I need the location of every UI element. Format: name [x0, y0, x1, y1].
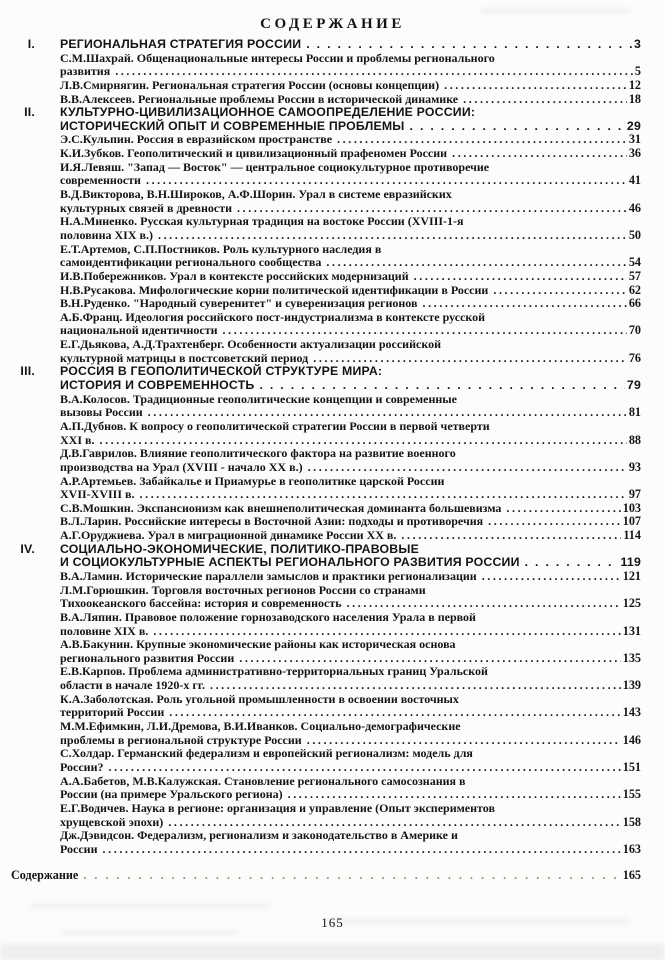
toc-line [0, 775, 641, 789]
dot-leader [452, 147, 627, 161]
toc-line-text: ИСТОРИЯ И СОВРЕМЕННОСТЬ [60, 378, 255, 393]
dot-leader [326, 256, 626, 270]
toc-line [0, 106, 641, 120]
toc-page-number: 143 [622, 705, 641, 720]
toc-line-text: России (на примере Уральского региона) [60, 787, 283, 802]
toc-line-text: современности [60, 173, 141, 188]
dot-leader [168, 816, 620, 830]
dot-leader [308, 461, 627, 475]
toc-line-text: проблемы в региональной структуре России [60, 732, 302, 747]
toc-page-number: 151 [622, 759, 641, 774]
toc-page-number: 81 [628, 405, 641, 420]
toc-line-text: XXI в. [60, 432, 95, 447]
toc-line [0, 133, 641, 147]
toc-page-number: 97 [628, 487, 641, 502]
toc-line-text: РОССИЯ В ГЕОПОЛИТИЧЕСКОЙ СТРУКТУРЕ МИРА: [60, 364, 383, 379]
toc-line-text: хрущевской эпохи) [60, 814, 164, 829]
toc-page-number: 70 [628, 323, 641, 338]
toc-line [0, 311, 641, 325]
toc-line-text: СОЦИАЛЬНО-ЭКОНОМИЧЕСКИЕ, ПОЛИТИКО-ПРАВОВЫЕ [60, 541, 420, 556]
toc-page-number: 36 [628, 146, 641, 161]
toc-line-text: Л.В.Смирнягин. Региональная стратегия России (основы концепции) [60, 77, 440, 92]
toc-line [0, 843, 641, 857]
toc-page-number: 29 [626, 118, 641, 133]
dot-leader [493, 284, 626, 298]
toc-line [0, 652, 641, 666]
toc-line-text: И СОЦИОКУЛЬТУРНЫЕ АСПЕКТЫ РЕГИОНАЛЬНОГО РАЗВИТИЯ РОССИИ [60, 555, 520, 570]
toc-line [0, 611, 641, 625]
toc-line-text: РЕГИОНАЛЬНАЯ СТРАТЕГИЯ РОССИИ [60, 37, 302, 51]
toc-line-text: К.А.Заболотская. Роль угольной промышленности в освоении восточных [60, 691, 459, 706]
toc-line-text: В.А.Ляпин. Правовое положение горнозаводского населения Урала в первой [60, 609, 476, 624]
toc-page-number: 12 [628, 77, 641, 92]
toc-page-number: 119 [620, 555, 641, 570]
scan-artifact [480, 8, 630, 14]
toc-page-number: 66 [628, 296, 641, 311]
toc-page-number: 3 [633, 37, 641, 51]
page-number-footer: 165 [321, 915, 344, 930]
toc-line-text: А.В.Бакунин. Крупные экономические районы как историческая основа [60, 637, 456, 652]
toc-line-text: области в начале 1920-х гг. [60, 678, 205, 693]
toc-line [0, 52, 641, 66]
toc-page-number: 158 [622, 814, 641, 829]
toc-line-text: ИСТОРИЧЕСКИЙ ОПЫТ И СОВРЕМЕННЫЕ ПРОБЛЕМЫ [60, 118, 405, 133]
toc-line-text: Н.А.Миненко. Русская культурная традиция на востоке России (XVIII-1-я [60, 214, 464, 229]
dot-leader [463, 93, 627, 107]
toc-page-number: 79 [626, 378, 641, 393]
toc-page-number: 135 [622, 650, 641, 665]
toc-line [0, 188, 641, 202]
toc-line-text: И.В.Побережников. Урал в контексте российских модернизаций [60, 268, 409, 283]
toc-line [0, 161, 641, 175]
toc-title: СОДЕРЖАНИЕ [260, 16, 405, 32]
dot-leader [210, 679, 621, 693]
toc-line [0, 529, 641, 543]
toc-line [0, 665, 641, 679]
toc-line [0, 638, 641, 652]
toc-line [0, 174, 641, 188]
toc-line-text: И.Я.Левяш. "Запад — Восток" — центральное социокультурное противоречие [60, 159, 490, 174]
toc-section-numeral: III. [20, 364, 35, 379]
toc-line-text: Е.В.Карпов. Проблема административно-территориальных границ Уральской [60, 664, 488, 679]
toc-line-text: В.Л.Ларин. Российские интересы в Восточной Азии: подходы и противоречия [60, 514, 484, 529]
toc-line [0, 256, 641, 270]
dot-leader [158, 229, 627, 243]
toc-line [0, 788, 641, 802]
toc-line [0, 816, 641, 830]
toc-line [0, 202, 641, 216]
toc-line [0, 379, 641, 393]
toc-page-number: 131 [622, 623, 641, 638]
toc-line [0, 475, 641, 489]
toc-line-text: В.А.Колосов. Традиционные геополитические концепции и современные [60, 391, 457, 406]
toc-line [0, 393, 641, 407]
toc-page-number: 88 [628, 432, 641, 447]
dot-leader [259, 379, 624, 393]
dot-leader [239, 652, 620, 666]
dot-leader [444, 79, 627, 93]
toc-line [0, 543, 641, 557]
toc-line-text: В.В.Алексеев. Региональные проблемы России в исторической динамике [60, 91, 459, 106]
toc-line-text: А.Г.Оруджиева. Урал в миграционной динамике России XX в. [60, 528, 397, 543]
toc-line-text: регионального развития России [60, 650, 235, 665]
dot-leader [115, 65, 633, 79]
scan-artifact [30, 903, 270, 909]
toc-page-number: 41 [628, 173, 641, 188]
dot-leader [347, 597, 621, 611]
toc-page-number: 62 [628, 282, 641, 297]
toc-line-text: Д.В.Гаврилов. Влияние геополитического фактора на развитие военного [60, 446, 456, 461]
toc-line [0, 365, 641, 379]
dot-leader [422, 297, 626, 311]
toc-section-numeral: IV. [20, 541, 35, 556]
toc-line-text: КУЛЬТУРНО-ЦИВИЛИЗАЦИОННОЕ САМООПРЕДЕЛЕНИЕ РОССИИ: [60, 105, 476, 120]
toc-line [0, 284, 641, 298]
toc-line [0, 434, 641, 448]
toc-line-text: А.Б.Франц. Идеология российского пост-индустриализма в контексте русской [60, 309, 486, 324]
dot-leader [109, 761, 621, 775]
dot-leader [148, 406, 627, 420]
toc-section-numeral: II. [24, 105, 35, 120]
dot-leader [140, 488, 627, 502]
toc-line-text: развития [60, 64, 111, 79]
dot-leader [83, 869, 620, 883]
toc-line [0, 420, 641, 434]
toc-line [0, 597, 641, 611]
toc-page-number: 46 [628, 200, 641, 215]
toc-line [0, 324, 641, 338]
toc-line [0, 79, 641, 93]
toc-line [0, 693, 641, 707]
toc-page-number: 139 [622, 678, 641, 693]
toc-line [0, 829, 641, 843]
toc-page-number: 5 [634, 64, 641, 79]
toc-line [0, 706, 641, 720]
toc-page-number: 146 [622, 732, 641, 747]
dot-leader [525, 556, 619, 570]
toc-page-number: 18 [628, 91, 641, 106]
toc-line-text: В.Д.Викторова, В.Н.Широков, А.Ф.Шорин. Урал в системе евразийских [60, 187, 452, 202]
dot-leader [99, 434, 626, 448]
toc-line [0, 869, 641, 883]
toc-line [0, 747, 641, 761]
toc-page-number: 121 [622, 568, 641, 583]
toc-line-text: С.М.Шахрай. Общенациональные интересы России и проблемы регионального [60, 50, 495, 65]
toc-page-number: 50 [628, 227, 641, 242]
toc-line-text: К.И.Зубков. Геополитический и цивилизационный прафеномен России [60, 146, 448, 161]
toc-line-text: национальной идентичности [60, 323, 218, 338]
toc-line [0, 297, 641, 311]
dot-leader [414, 270, 627, 284]
toc-section-numeral: I. [27, 37, 35, 51]
toc-line [0, 556, 641, 570]
dot-leader [288, 788, 621, 802]
toc-line-text: Содержание [11, 868, 79, 883]
toc-line-text: культурных связей в древности [60, 200, 233, 215]
dot-leader [153, 625, 620, 639]
toc-page-number: 155 [622, 787, 641, 802]
toc-page-number: 57 [628, 268, 641, 283]
toc-line [0, 802, 641, 816]
toc-line-text: России [60, 841, 98, 856]
toc-line-text: Дж.Дэвидсон. Федерализм, регионализм и законодательство в Америке и [60, 828, 458, 843]
dot-leader [482, 570, 621, 584]
toc-line-text: производства на Урал (XVIII - начало XX в.) [60, 459, 303, 474]
toc-line [0, 584, 641, 598]
toc-line-text: М.М.Ефимкин, Л.И.Дремова, В.И.Иванков. Социально-демографические [60, 719, 461, 734]
toc-line [0, 93, 641, 107]
toc-line [0, 488, 641, 502]
toc-page-number: 107 [622, 514, 641, 529]
toc-line-text: Тихоокеанского бассейна: история и современность [60, 596, 342, 611]
toc-line-text: Е.Г.Водичев. Наука в регионе: организация и управление (Опыт экспериментов [60, 800, 495, 815]
dot-leader [237, 202, 627, 216]
toc-line-text: территорий России [60, 705, 165, 720]
toc-line [0, 502, 641, 516]
dot-leader [488, 515, 621, 529]
toc-line-text: В.А.Ламин. Исторические параллели замыслов и практики регионализации [60, 568, 477, 583]
toc-line-text: половине XIX в. [60, 623, 149, 638]
toc-line-text: А.А.Бабетов, М.В.Калужская. Становление регионального самосознания в [60, 773, 466, 788]
toc-line-text: Е.Т.Артемов, С.П.Постников. Роль культурного наследия в [60, 241, 382, 256]
toc-line-text: вызовы России [60, 405, 143, 420]
toc-line [0, 65, 641, 79]
toc-line-text: самоидентификации регионального сообщества [60, 255, 322, 270]
toc-line [0, 570, 641, 584]
dot-leader [307, 734, 621, 748]
toc-page-number: 31 [628, 132, 641, 147]
toc-line-text: Е.Г.Дьякова, А.Д.Трахтенберг. Особенности актуализации российской [60, 337, 441, 352]
toc-line-text: Э.С.Кульпин. Россия в евразийском пространстве [60, 132, 333, 147]
dot-leader [146, 174, 627, 188]
toc-line-text: культурной матрицы в постсоветский период [60, 350, 309, 365]
toc-line-text: Л.М.Горюшкин. Торговля восточных регионов России со странами [60, 582, 426, 597]
toc-line [0, 447, 641, 461]
toc-line-text: С.В.Мошкин. Экспансионизм как внешнеполитическая доминанта большевизма [60, 500, 502, 515]
dot-leader [169, 706, 620, 720]
dot-leader [306, 38, 632, 52]
toc-page-number: 103 [622, 500, 641, 515]
toc-line [0, 679, 641, 693]
toc-page-number: 54 [628, 255, 641, 270]
toc-line [0, 515, 641, 529]
toc-line [0, 461, 641, 475]
toc-line-text: XVII-XVIII в. [60, 487, 135, 502]
toc-page-number: 125 [622, 596, 641, 611]
dot-leader [401, 529, 621, 543]
toc-line-text: А.П.Дубнов. К вопросу о геополитической стратегии России в первой четверти [60, 418, 490, 433]
toc-line [0, 243, 641, 257]
toc-line [0, 147, 641, 161]
scan-artifact [0, 944, 665, 960]
toc-page-number: 163 [622, 841, 641, 856]
dot-leader [337, 133, 627, 147]
toc-line [0, 761, 641, 775]
toc-line [0, 215, 641, 229]
toc-line-text: А.Р.Артемьев. Забайкалье и Приамурье в геополитике царской России [60, 473, 445, 488]
toc-line [0, 120, 641, 134]
toc-line [0, 406, 641, 420]
toc-page-number: 114 [623, 528, 641, 543]
toc-line-text: С.Холдар. Германский федерализм и европейский регионализм: модель для [60, 746, 473, 761]
dot-leader [410, 120, 625, 134]
toc-line [0, 720, 641, 734]
toc-line-text: половина XIX в.) [60, 227, 153, 242]
dot-leader [506, 502, 620, 516]
dot-leader [103, 843, 621, 857]
toc-line [0, 625, 641, 639]
toc-line-text: России? [60, 759, 104, 774]
toc-line [0, 229, 641, 243]
toc-line [0, 270, 641, 284]
toc-line-text: Н.В.Русакова. Мифологические корни политической идентификации в России [60, 282, 489, 297]
toc-line [0, 734, 641, 748]
toc-page-number: 93 [628, 459, 641, 474]
toc-line [0, 38, 641, 52]
toc-line-text: В.Н.Руденко. "Народный суверенитет" и суверенизация регионов [60, 296, 418, 311]
dot-leader [223, 324, 627, 338]
toc-lines [0, 38, 641, 883]
toc-page-number: 165 [622, 868, 641, 883]
toc-line [0, 338, 641, 352]
toc-page-number: 76 [628, 350, 641, 365]
